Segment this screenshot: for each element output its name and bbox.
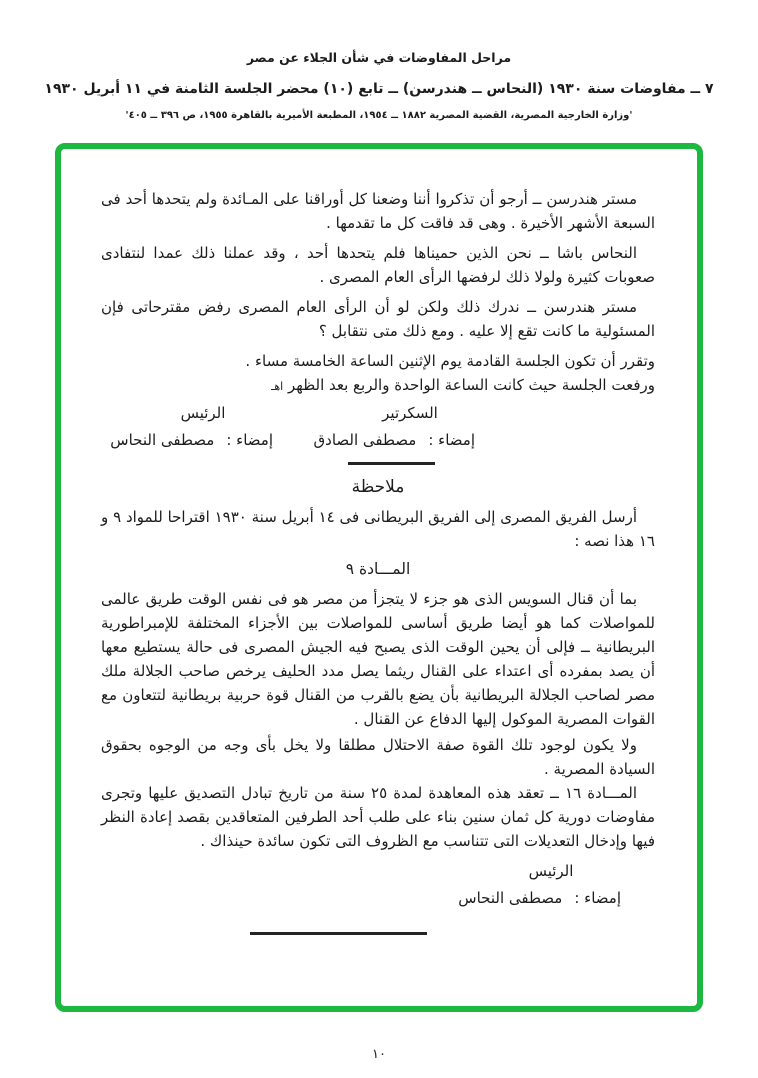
signatory-name: مصطفى النحاس (458, 889, 563, 907)
green-frame (55, 143, 703, 1012)
secretary-signature-line (313, 428, 475, 452)
note-heading: ملاحظة (351, 477, 405, 497)
dialogue-paragraph-henderson-2: مستر هندرسن ــ ندرك ذلك ولكن لو أن الرأى العام المصرى رفض مقترحاتى فإن المسئولية ما كانت تقع إلا عليه . ومع ذلك متى نتقابل ؟ (101, 298, 655, 340)
signatory-name: مصطفى الصادق (313, 431, 417, 449)
article-9-heading: المـــادة ٩ (345, 560, 411, 578)
note-intro: أرسل الفريق المصرى إلى الفريق البريطانى فى ١٤ أبريل سنة ١٩٣٠ اقتراحا للمواد ٩ و ١٦ هذا نصه : (101, 508, 655, 550)
decision-line: وتقرر أن تكون الجلسة القادمة يوم الإثنين الساعة الخامسة مساء . (245, 352, 655, 370)
adjournment-text: ورفعت الجلسة حيث كانت الساعة الواحدة والربع بعد الظهر (288, 376, 655, 394)
signature-label: إمضاء : (574, 889, 621, 907)
end-mark: اهـ (271, 380, 284, 393)
article-9-sovereignty-clause: ولا يكون لوجود تلك القوة صفة الاحتلال مطلقا ولا يخل بأى وجه من الوجوه بحقوق السيادة المصرية . (101, 736, 655, 778)
section-divider (348, 462, 435, 465)
president-signature-line (458, 886, 621, 910)
president-signature-line (110, 428, 273, 452)
page-header (0, 0, 758, 121)
president-title: الرئيس (528, 862, 574, 880)
article-16-body: المـــادة ١٦ ــ تعقد هذه المعاهدة لمدة ٢٥ سنة من تاريخ تبادل التصديق عليها وتجرى مفاوضات دورية كل ثمان سنين بناء على طلب أحد الطرفين المتعاقدين بقصد إعادة النظر فيها وإدخال التعديلات التى تتناسب مع الظروف التى تكون سائدة حينذاك . (101, 784, 655, 850)
closing-divider (250, 932, 427, 935)
signature-label: إمضاء : (428, 431, 475, 449)
document-body (61, 149, 697, 935)
signature-block (101, 403, 655, 452)
signature-label: إمضاء : (226, 431, 273, 449)
adjournment-line (101, 373, 655, 399)
dialogue-paragraph-nahhas: النحاس باشا ــ نحن الذين حميناها فلم يتحدها أحد ، وقد عملنا ذلك عمدا لنتفادى صعوبات كثيرة ولولا ذلك لرفضها الرأى العام المصرى . (101, 244, 655, 286)
secretary-title: السكرتير (382, 404, 438, 422)
signature-secretary (313, 403, 475, 452)
page-number: ١٠ (372, 1047, 386, 1062)
header-subtitle: ٧ ــ مفاوضات سنة ١٩٣٠ (النحاس ــ هندرسن) ــ تابع (١٠) محضر الجلسة الثامنة في ١١ أبريل ١٩٣٠ (44, 81, 714, 97)
president-title: الرئيس (180, 404, 226, 422)
header-title: مراحل المفاوضات في شأن الجلاء عن مصر (246, 50, 512, 65)
signature-president (110, 403, 273, 452)
signatory-name: مصطفى النحاس (110, 431, 215, 449)
final-signature (458, 861, 621, 910)
header-source-citation: 'وزارة الخارجية المصرية، القضية المصرية ١٨٨٢ ــ ١٩٥٤، المطبعة الأميرية بالقاهرة ١٩٥٥، ص ٣٩٦ ــ ٤٠٥' (125, 110, 633, 121)
dialogue-paragraph-henderson-1: مستر هندرسن ــ أرجو أن تذكروا أننا وضعنا كل أوراقنا على المـائدة ولم يتحدها أحد فى السبعة الأشهر الأخيرة . وهى قد فاقت كل ما تقدمها . (101, 190, 655, 232)
article-9-body: بما أن قنال السويس الذى هو جزء لا يتجزأ من مصر هو فى نفس الوقت طريق عالمى للمواصلات كما هو أيضا طريق أساسى للمواصلات بين الأجزاء المختلفة للإمبراطورية البريطانية ــ فإلى أن يحين الوقت الذى يصبح فيه الجيش المصرى فى حالة يستطيع معها أن يصد بمفرده أى اعتداء على القنال ريثما يصل مدد الحليف يرخص صاحب الجلالة ملك مصر لصاحب الجلالة البريطانية بأن يضع بالقرب من القنال قوة حربية بريطانية لتتعاون مع القوات المصرية الموكول إليها الدفاع عن القنال . (101, 590, 655, 728)
